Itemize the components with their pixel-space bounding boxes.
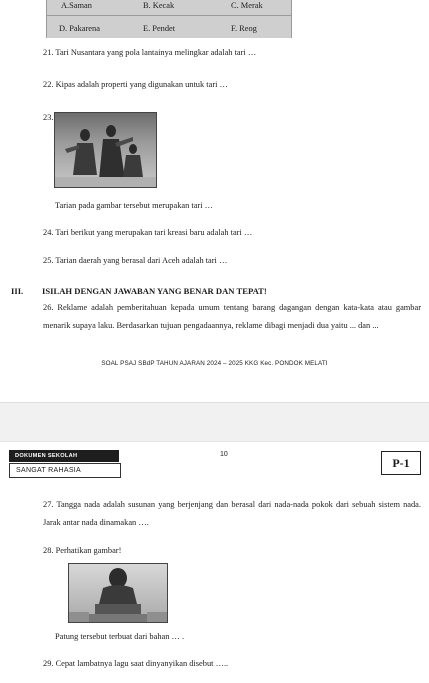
question-23-number: 23. bbox=[43, 113, 54, 122]
dancers-illustration bbox=[55, 113, 156, 187]
page-break bbox=[0, 402, 429, 442]
option-d: D. Pakarena bbox=[59, 24, 100, 33]
section-title: ISILAH DENGAN JAWABAN YANG BENAR DAN TEPAT! bbox=[42, 286, 267, 296]
option-e: E. Pendet bbox=[143, 24, 176, 33]
dance-photo bbox=[54, 112, 157, 188]
question-25: 25. Tarian daerah yang berasal dari Aceh adalah tari … bbox=[43, 256, 228, 265]
question-22: 22. Kipas adalah properti yang digunakan untuk tari … bbox=[43, 80, 228, 89]
question-23-caption: Tarian pada gambar tersebut merupakan tari … bbox=[55, 201, 214, 210]
question-27: 27. Tangga nada adalah susunan yang berjenjang dan berasal dari nada-nada pokok dari sebuah sistem nada. Jarak antar nada dinamakan …. bbox=[43, 500, 421, 527]
option-a: A.Saman bbox=[61, 1, 92, 10]
question-21: 21. Tari Nusantara yang pola lantainya melingkar adalah tari … bbox=[43, 48, 257, 57]
option-c: C. Merak bbox=[231, 1, 263, 10]
question-29: 29. Cepat lambatnya lagu saat dinyanyikan disebut ….. bbox=[43, 659, 229, 668]
statue-illustration bbox=[69, 564, 167, 622]
option-b: B. Kecak bbox=[143, 1, 175, 10]
confidential-label: SANGAT RAHASIA bbox=[9, 463, 121, 478]
answer-options-table bbox=[46, 0, 292, 38]
document-badge: DOKUMEN SEKOLAH bbox=[9, 450, 119, 462]
question-24: 24. Tari berikut yang merupakan tari kreasi baru adalah tari … bbox=[43, 228, 253, 237]
statue-photo bbox=[68, 563, 168, 623]
question-26: 26. Reklame adalah pemberitahuan kepada umum tentang barang dagangan dengan kata-kata atau gambar menarik supaya laku. Berdasarkan tujuan pengadaannya, reklame dibagi menjadi dua yaitu ... dan ... bbox=[43, 303, 421, 330]
page-number: 10 bbox=[220, 451, 228, 458]
question-28: 28. Perhatikan gambar! bbox=[43, 546, 122, 555]
option-f: F. Reog bbox=[231, 24, 257, 33]
question-28-caption: Patung tersebut terbuat dari bahan … . bbox=[55, 632, 185, 641]
section-numeral: III. bbox=[11, 286, 24, 296]
paper-code: P-1 bbox=[381, 451, 421, 475]
table-divider bbox=[47, 15, 291, 16]
page-footer: SOAL PSAJ SBdP TAHUN AJARAN 2024 – 2025 KKG Kec. PONDOK MELATI bbox=[101, 360, 328, 367]
